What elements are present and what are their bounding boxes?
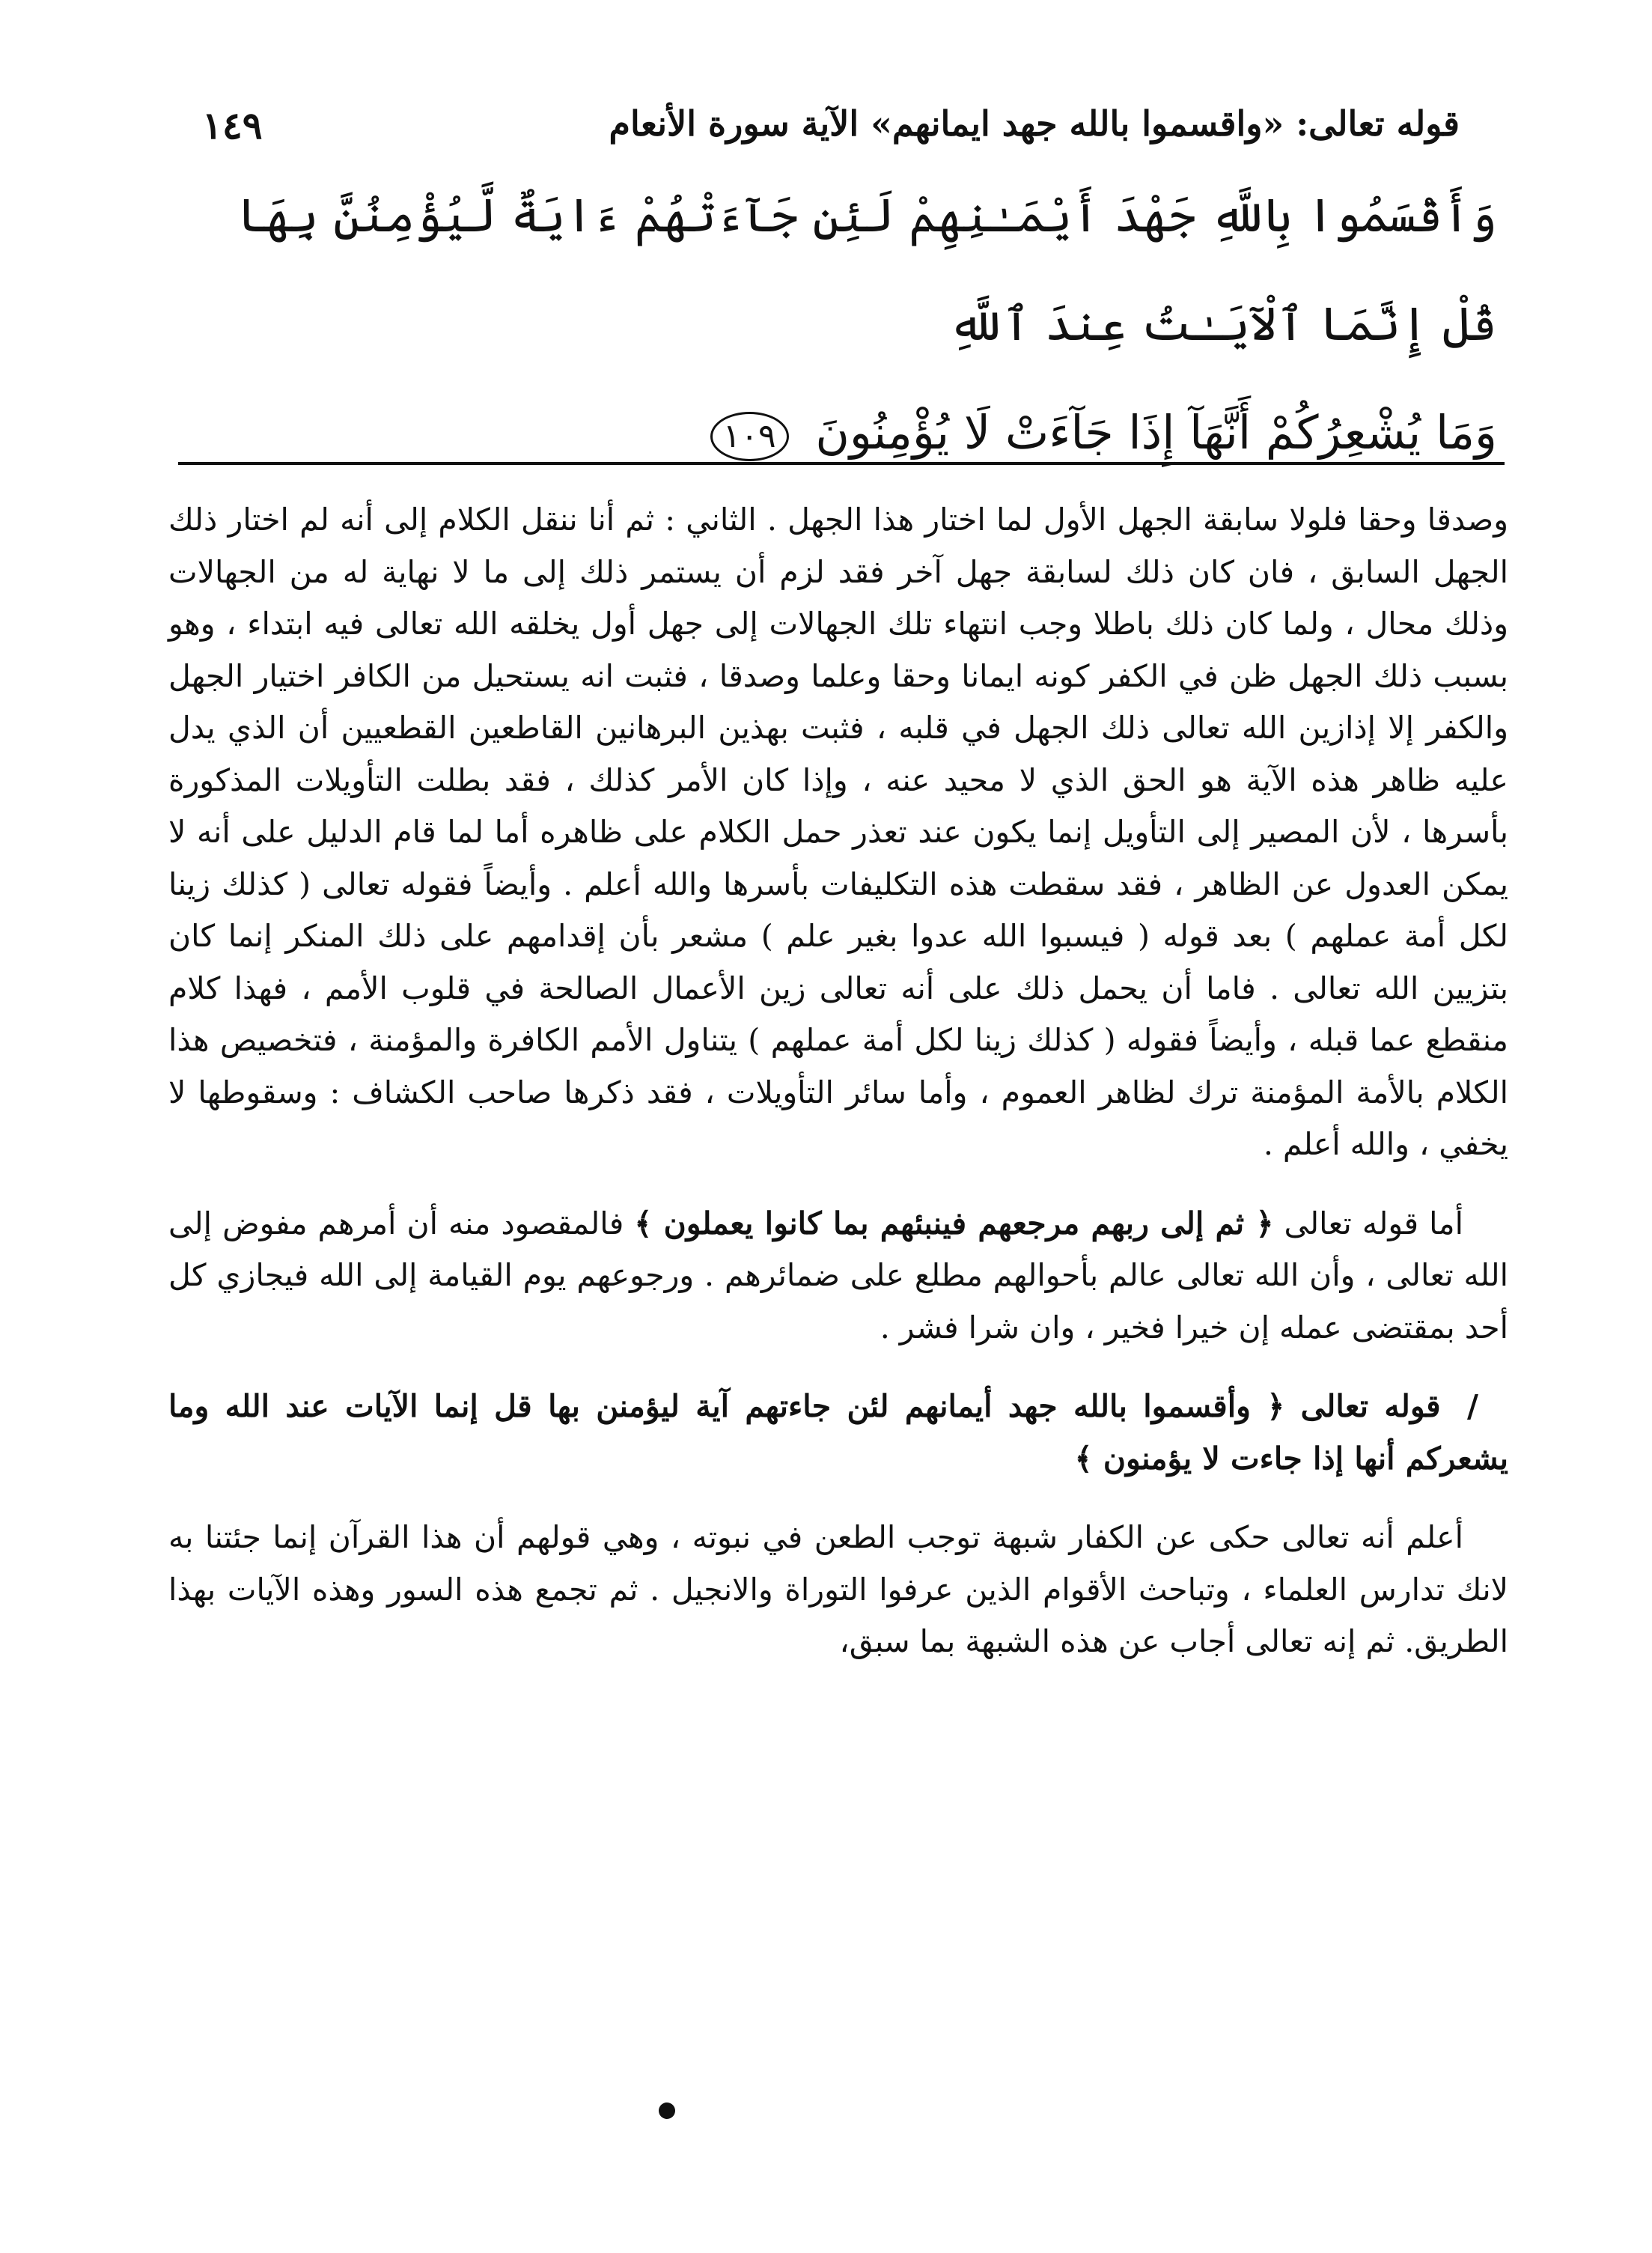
page-header bbox=[187, 90, 1482, 165]
running-head: قوله تعالى: «واقسموا بالله جهد ايمانهم» الآية سورة الأنعام bbox=[609, 103, 1460, 144]
verse-line-2 bbox=[195, 378, 1497, 487]
paragraph-1: وصدقا وحقا فلولا سابقة الجهل الأول لما اختار هذا الجهل . الثاني : ثم أنا ننقل الكلام إلى أنه لم اختار ذلك الجهل السابق ، فان كان ذلك لسابقة جهل آخر فقد لزم أن يستمر ذلك إلى ما لا نهاية له من الجهالات وذلك محال ، ولما كان ذلك باطلا وجب انتهاء تلك الجهالات إلى جهل أول يخلقه الله تعالى فيه ابتداء ، وهو بسبب ذلك الجهل ظن في الكفر كونه ايمانا وحقا وعلما وصدقا ، فثبت انه يستحيل من الكافر اختيار الجهل والكفر إلا إذازين الله تعالى ذلك الجهل في قلبه ، فثبت بهذين البرهانين القاطعين القطعيين أن الذي يدل عليه ظاهر هذه الآية هو الحق الذي لا محيد عنه ، وإذا كان الأمر كذلك ، فقد بطلت التأويلات المذكورة بأسرها ، لأن المصير إلى التأويل إنما يكون عند تعذر حمل الكلام على ظاهره أما لما قام الدليل على أنه لا يمكن العدول عن الظاهر ، فقد سقطت هذه التكليفات بأسرها والله أعلم . وأيضاً فقوله تعالى ( كذلك زينا لكل أمة عملهم ) بعد قوله ( فيسبوا الله عدوا بغير علم ) مشعر بأن إقدامهم على ذلك المنكر إنما كان بتزيين الله تعالى . فاما أن يحمل ذلك على أنه تعالى زين الأعمال الصالحة في قلوب الأمم ، فهذا كلام منقطع عما قبله ، وأيضاً فقوله ( كذلك زينا لكل أمة عملهم ) يتناول الأمم الكافرة والمؤمنة ، فتخصيص هذا الكلام بالأمة المؤمنة ترك لظاهر العموم ، وأما سائر التأويلات ، فقد ذكرها صاحب الكشاف : وسقوطها لا يخفي ، والله أعلم . bbox=[168, 502, 1508, 1162]
verse-number-marker: ١٠٩ bbox=[710, 412, 789, 461]
paragraph-2-quote: ﴿ ثم إلى ربهم مرجعهم فينبئهم بما كانوا يعملون ﴾ bbox=[634, 1205, 1274, 1241]
paragraph-2-lead: أما قوله تعالى bbox=[1284, 1205, 1463, 1241]
section-heading bbox=[168, 1381, 1508, 1485]
page-number: ١٤٩ bbox=[202, 103, 263, 148]
page-end-dot bbox=[659, 2103, 675, 2119]
verse-line-1: وَأَقْسَمُوا بِاللَّهِ جَهْدَ أَيْمَـٰنِهِمْ لَئِن جَآءَتْهُمْ ءَايَةٌ لَّيُؤْمِنُنَّ بِهَا قُلْ إِنَّمَا ٱلْآيَـٰتُ عِندَ ٱللَّهِ bbox=[237, 188, 1497, 351]
heading-marker: / bbox=[1467, 1388, 1478, 1424]
paragraph-3: أعلم أنه تعالى حكى عن الكفار شبهة توجب الطعن في نبوته ، وهي قولهم أن هذا القرآن إنما جئتنا به لانك تدارس العلماء ، وتباحث الأقوام الذين عرفوا التوراة والانجيل . ثم تجمع هذه السور وهذه الآيات بهذا الطريق. ثم إنه تعالى أجاب عن هذه الشبهة بما سبق، bbox=[168, 1519, 1508, 1659]
verse-line-2-text: وَمَا يُشْعِرُكُمْ أَنَّهَآ إِذَا جَآءَتْ لَا يُؤْمِنُونَ bbox=[815, 405, 1497, 460]
paragraph-2 bbox=[168, 1198, 1508, 1354]
commentary-body bbox=[168, 494, 1508, 1668]
header-divider bbox=[178, 462, 1505, 465]
paragraph-2-rest: فالمقصود منه أن أمرهم مفوض إلى الله تعالى ، وأن الله تعالى عالم بأحوالهم مطلع على ضمائرهم . ورجوعهم يوم القيامة إلى الله فيجازي كل أحد بمقتضى عمله إن خيرا فخير ، وان شرا فشر . bbox=[168, 1205, 1508, 1346]
quran-verse bbox=[195, 161, 1497, 487]
section-heading-text: قوله تعالى ﴿ وأقسموا بالله جهد أيمانهم لئن جاءتهم آية ليؤمنن بها قل إنما الآيات عند الله وما يشعركم أنها إذا جاءت لا يؤمنون ﴾ bbox=[168, 1388, 1508, 1477]
